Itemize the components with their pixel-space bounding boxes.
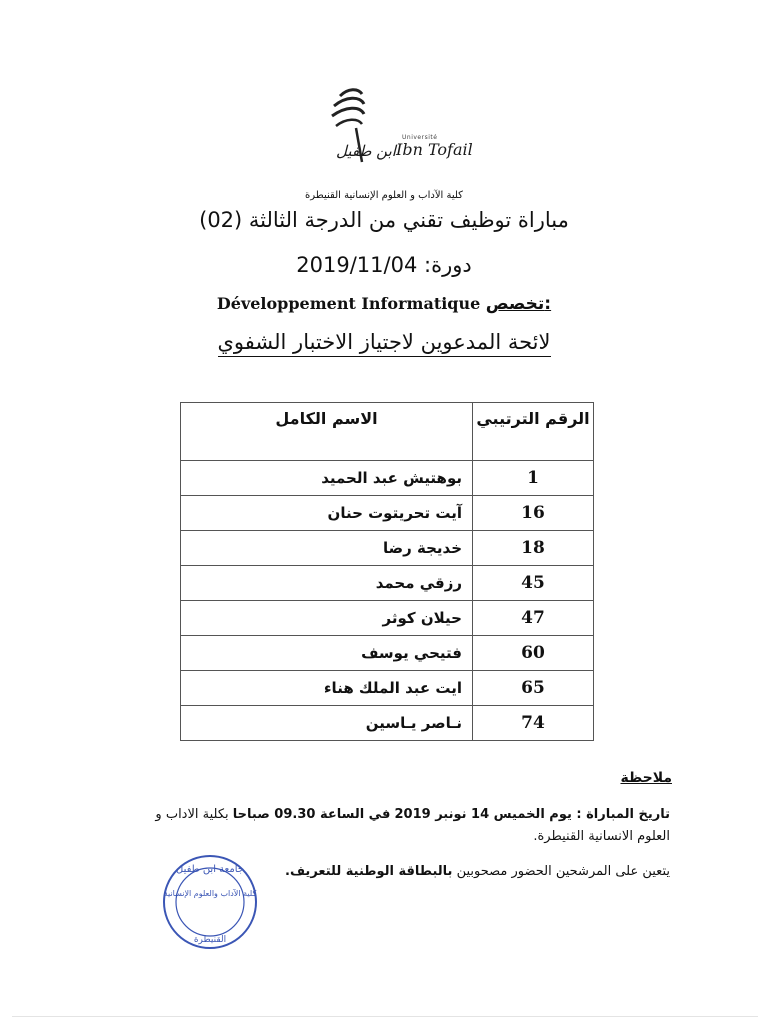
stamp-bottom-text: القنيطرة	[193, 935, 227, 945]
row-name: ايت عبد الملك هناء	[181, 671, 473, 706]
note-place: بكلية الاداب و العلوم الانسانية القنيطرة.	[155, 807, 670, 844]
row-number: 74	[473, 706, 594, 741]
header-number: الرقم الترتيبي	[473, 403, 594, 461]
candidates-table	[180, 402, 594, 741]
row-name: حيلان كوثر	[181, 601, 473, 636]
row-name: نـاصر يـاسين	[181, 706, 473, 741]
university-logo	[318, 82, 478, 172]
logo-latin-text: Ibn Tofail	[396, 140, 473, 159]
row-number: 65	[473, 671, 594, 706]
logo-caption: Université	[402, 134, 438, 141]
table-row	[181, 601, 594, 636]
row-number: 45	[473, 566, 594, 601]
specialty-value: Développement Informatique	[216, 294, 481, 313]
list-title-text: لائحة المدعوين لاجتياز الاختبار الشفوي	[218, 330, 551, 357]
note-date: تاريخ المباراة : يوم الخميس 14 نونبر 2019	[394, 807, 670, 822]
note-time: في الساعة 09.30 صباحا	[232, 807, 391, 822]
session-line	[0, 253, 768, 277]
stamp-outer-text: جامعة ابن طفيل	[176, 864, 244, 875]
table-row	[181, 496, 594, 531]
row-name: بوهتيش عبد الحميد	[181, 461, 473, 496]
stamp-inner-text: كلية الآداب والعلوم الإنسانية	[163, 889, 257, 898]
note-exam-details	[130, 804, 670, 848]
table-row	[181, 531, 594, 566]
specialty-line	[0, 294, 768, 314]
specialty-label: تخصص:	[485, 294, 552, 314]
row-name: آيت تحريتوت حنان	[181, 496, 473, 531]
document-title: مباراة توظيف تقني من الدرجة الثالثة (02)	[199, 208, 569, 232]
row-number: 16	[473, 496, 594, 531]
note-id-plain: يتعين على المرشحين الحضور مصحوبين	[456, 864, 670, 879]
table-row	[181, 636, 594, 671]
note-id-bold: بالبطاقة الوطنية للتعريف.	[285, 864, 453, 879]
page-bottom-edge	[12, 1016, 758, 1017]
row-number: 47	[473, 601, 594, 636]
row-number: 18	[473, 531, 594, 566]
row-number: 60	[473, 636, 594, 671]
table-row	[181, 566, 594, 601]
list-title	[0, 330, 768, 354]
table-header-row	[181, 403, 594, 461]
session-date: 2019/11/04	[296, 253, 418, 277]
table-row	[181, 706, 594, 741]
logo-arabic-text: ابن طفيل	[336, 142, 396, 160]
header-name: الاسم الكامل	[181, 403, 473, 461]
table-row	[181, 461, 594, 496]
stamp-seal-icon	[160, 852, 260, 952]
note-id-requirement	[200, 864, 670, 879]
row-number: 1	[473, 461, 594, 496]
row-name: خديجة رضا	[181, 531, 473, 566]
row-name: رزقي محمد	[181, 566, 473, 601]
table-row	[181, 671, 594, 706]
official-stamp	[160, 852, 260, 952]
session-label: دورة:	[424, 253, 472, 277]
faculty-name: كلية الآداب و العلوم الإنسانية القنيطرة	[305, 190, 463, 201]
note-heading: ملاحظة	[620, 770, 672, 786]
row-name: فتيحي يوسف	[181, 636, 473, 671]
